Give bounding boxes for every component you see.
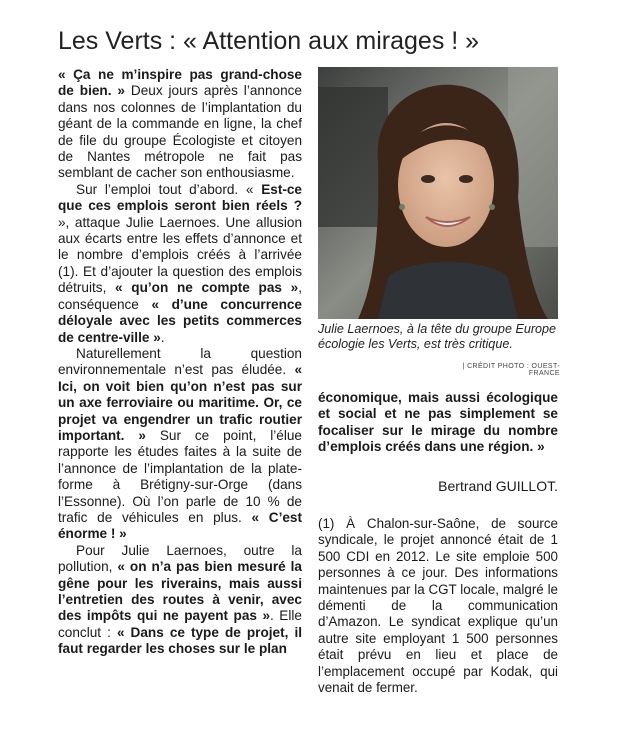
paragraph-2 [58, 182, 302, 346]
footnote [318, 516, 558, 696]
p4-text-2: . Elle conclut : [58, 608, 302, 640]
p3-quote-1: « Ici, on voit bien qu’on n’est pas sur un axe ferroviaire ou maritime. Or, ce projet va engendrer un trafic routier important. » [58, 362, 302, 443]
p2-text-1: Sur l’emploi tout d’abord. « [76, 181, 262, 197]
p2-text-3: , conséquence [58, 280, 302, 312]
opening-quote: « Ça ne m’inspire pas grand-chose de bien. » [58, 67, 302, 99]
portrait-photo [318, 67, 558, 319]
p2-quote-3: « d’une concurrence déloyale avec les petits commerces de centre-ville » [58, 296, 302, 345]
article-headline: Les Verts : « Attention aux mirages ! » [58, 27, 480, 55]
portrait-illustration [318, 67, 558, 319]
paragraph-1-text: Deux jours après l’annonce dans nos colonnes de l’implantation du géant de la commande en ligne, la chef de file du groupe Écologiste et citoyen de Nantes métropole ne fait pas semblant de cacher son enthousiasme. [58, 83, 302, 181]
photo-caption: Julie Laernoes, à la tête du groupe Europe écologie les Verts, est très critique. [318, 322, 557, 351]
p2-quote-1: Est-ce que ces emplois seront bien réels ? [58, 181, 302, 214]
footnote-text: (1) À Chalon-sur-Saône, de source syndicale, le projet annoncé était de 1 500 CDI en 2012. Le site emploie 500 personnes à ce jour. Des informations maintenues par la CGT locale, malgré le démenti de la communication d’Amazon. Le syndicat explique qu’un autre site employant 1 500 personnes était prévu en lieu et place de l’emplacement occupé par Kodak, qui venait de fermer. [318, 516, 558, 696]
p3-text-1: Naturellement la question environnementale n’est pas éludée. [58, 345, 302, 378]
p3-text-2: Sur ce point, l’élue rapporte les études faites à la suite de l’annonce de l’implantation de la plate-forme à Brétigny-sur-Orge (dans l’Essonne). Où l’on parle de 10 % de trafic de véhicules en plus. [58, 427, 302, 525]
author-byline: Bertrand GUILLOT. [438, 478, 558, 494]
p2-quote-2: « qu’on ne compte pas » [115, 280, 299, 296]
closing-quote: économique, mais aussi écologique et social et ne pas simplement se focaliser sur le mirage du nombre d’emplois créés dans une région. » [318, 390, 558, 455]
p4-text-1: Pour Julie Laernoes, outre la pollution, [58, 542, 302, 575]
p2-text-4: . [160, 329, 165, 345]
photo-credit: | CRÉDIT PHOTO : OUEST-FRANCE [462, 363, 560, 377]
p3-quote-2: « C’est énorme ! » [58, 509, 303, 542]
quote-continuation [318, 390, 558, 456]
p2-text-2: », attaque Julie Laernoes. Une allusion aux écarts entre les effets d’annonce et le nombre d’emplois créés à l’arrivée (1). Et d’ajouter la question des emplois détruits, [58, 214, 302, 296]
p4-quote-2: « Dans ce type de projet, il faut regarder les choses sur le plan [58, 624, 302, 657]
article-column-left [58, 67, 302, 658]
paragraph-1 [58, 67, 302, 182]
p4-quote-1: « on n’a pas bien mesuré la gêne pour les riverains, mais aussi l’entretien des routes à venir, avec des impôts qui ne payent pas » [58, 559, 302, 624]
paragraph-3 [58, 346, 302, 543]
article-column-right [318, 390, 558, 456]
paragraph-4 [58, 543, 302, 658]
